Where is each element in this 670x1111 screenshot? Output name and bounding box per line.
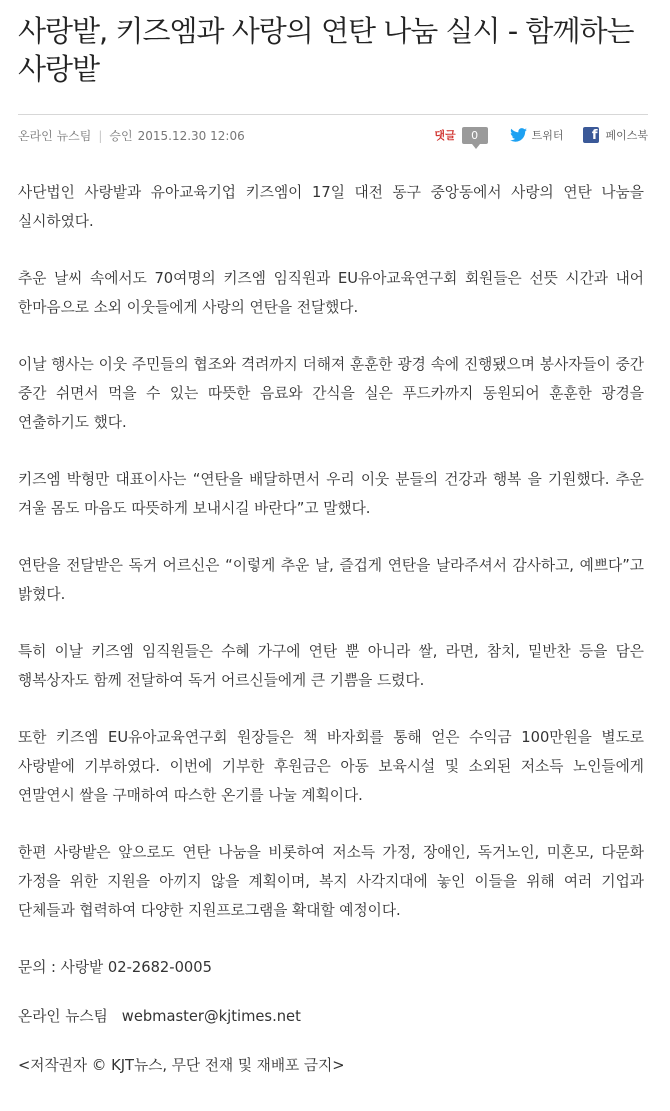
article-body (18, 178, 644, 1100)
paragraph: 사단법인 사랑밭과 유아교육기업 키즈엠이 17일 대전 동구 중앙동에서 사랑의 연탄 나눔을 실시하였다. (18, 184, 644, 230)
twitter-label: 트위터 (531, 129, 564, 142)
approval-label: 승인 (109, 129, 133, 143)
contact-info: 문의 : 사랑밭 02-2682-0005 (18, 959, 212, 976)
article-title: 사랑밭, 키즈엠과 사랑의 연탄 나눔 실시 - 함께하는 사랑밭 (18, 14, 634, 86)
meta-separator: | (98, 129, 103, 143)
publish-date: 2015.12.30 12:06 (137, 129, 245, 143)
comment-label[interactable]: 댓글 (434, 129, 456, 142)
twitter-icon (510, 128, 527, 142)
twitter-share-button[interactable] (510, 127, 564, 143)
header-divider (18, 114, 648, 115)
byline: 온라인 뉴스팀 webmaster@kjtimes.net (18, 1008, 301, 1025)
copyright-notice: <저작권자 © KJT뉴스, 무단 전재 및 재배포 금지> (18, 1057, 345, 1074)
facebook-icon: f (583, 127, 599, 143)
paragraph: 또한 키즈엠 EU유아교육연구회 원장들은 책 바자회를 통해 얻은 수익금 100만원을 별도로 사랑밭에 기부하였다. 이번에 기부한 후원금은 아동 보육시설 및 소외된 저소득 노인들에게 연말연시 쌀을 구매하여 따스한 온기를 나눌 계획이다. (18, 729, 644, 804)
paragraph: 추운 날씨 속에서도 70여명의 키즈엠 임직원과 EU유아교육연구회 회원들은 선뜻 시간과 내어 한마음으로 소외 이웃들에게 사랑의 연탄을 전달했다. (18, 270, 644, 316)
comment-count-badge[interactable]: 0 (462, 127, 488, 144)
paragraph: 특히 이날 키즈엠 임직원들은 수혜 가구에 연탄 뿐 아니라 쌀, 라면, 참치, 밑반찬 등을 담은 행복상자도 함께 전달하여 독거 어르신들에게 큰 기쁨을 드렸다. (18, 643, 644, 689)
facebook-label: 페이스북 (605, 129, 648, 142)
paragraph: 한편 사랑밭은 앞으로도 연탄 나눔을 비롯하여 저소득 가정, 장애인, 독거노인, 미혼모, 다문화 가정을 위한 지원을 아끼지 않을 계획이며, 복지 사각지대에 놓인 이들을 위해 여러 기업과 단체들과 협력하여 다양한 지원프로그램을 확대할 예정이다. (18, 844, 644, 919)
paragraph: 이날 행사는 이웃 주민들의 협조와 격려까지 더해져 훈훈한 광경 속에 진행됐으며 봉사자들이 중간 중간 쉬면서 먹을 수 있는 따뜻한 음료와 간식을 실은 푸드카까지 동원되어 훈훈한 광경을 연출하기도 했다. (18, 356, 644, 431)
paragraph: 키즈엠 박형만 대표이사는 “연탄을 배달하면서 우리 이웃 분들의 건강과 행복 을 기원했다. 추운 겨울 몸도 마음도 따뜻하게 보내시길 바란다”고 말했다. (18, 471, 644, 517)
author-name: 온라인 뉴스팀 (18, 129, 92, 143)
article-meta (18, 128, 245, 144)
facebook-share-button[interactable] (583, 127, 648, 143)
share-bar (434, 124, 648, 146)
paragraph: 연탄을 전달받은 독거 어르신은 “이렇게 추운 날, 즐겁게 연탄을 날라주셔서 감사하고, 예쁘다”고 밝혔다. (18, 557, 644, 603)
